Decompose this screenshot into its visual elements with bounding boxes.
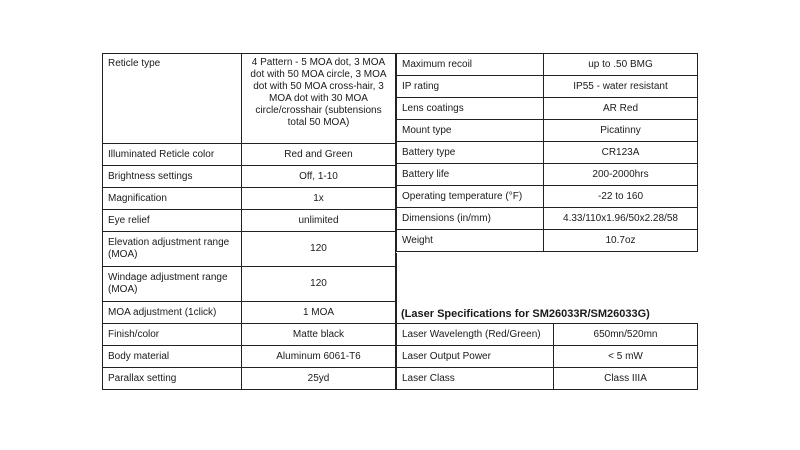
spec-value: up to .50 BMG [544, 54, 698, 76]
spec-value: CR123A [544, 142, 698, 164]
spec-label: MOA adjustment (1click) [103, 302, 242, 324]
spec-value: 120 [242, 232, 396, 267]
table-row [397, 164, 698, 186]
spec-label: Weight [397, 230, 544, 252]
spec-label: Magnification [103, 188, 242, 210]
spec-label: Laser Wavelength (Red/Green) [397, 324, 554, 346]
spec-value: 120 [242, 267, 396, 302]
spec-value: 4 Pattern - 5 MOA dot, 3 MOA dot with 50 MOA circle, 3 MOA dot with 50 MOA cross-hair, 3 MOA dot with 30 MOA circle/crosshair (subtensions total 50 MOA) [242, 54, 396, 144]
spec-label: Operating temperature (°F) [397, 186, 544, 208]
spec-label: Parallax setting [103, 368, 242, 390]
spec-value: 25yd [242, 368, 396, 390]
spec-label: Finish/color [103, 324, 242, 346]
table-row [103, 188, 396, 210]
table-row [397, 76, 698, 98]
spec-label: Maximum recoil [397, 54, 544, 76]
spec-value: Off, 1-10 [242, 166, 396, 188]
table-row [397, 346, 698, 368]
spec-label: Battery life [397, 164, 544, 186]
spec-value: 4.33/110x1.96/50x2.28/58 [544, 208, 698, 230]
spec-value: AR Red [544, 98, 698, 120]
spec-value: -22 to 160 [544, 186, 698, 208]
spec-sheet [102, 53, 698, 393]
spec-value: Picatinny [544, 120, 698, 142]
table-row [397, 208, 698, 230]
table-row [103, 232, 396, 267]
table-row [397, 142, 698, 164]
table-row [103, 54, 396, 144]
spec-value: 650mn/520mn [554, 324, 698, 346]
spec-value: 10.7oz [544, 230, 698, 252]
secondary-spec-table [396, 53, 698, 252]
spec-label: Battery type [397, 142, 544, 164]
table-row [397, 120, 698, 142]
table-row [397, 230, 698, 252]
table-row [103, 324, 396, 346]
spec-label: Illuminated Reticle color [103, 144, 242, 166]
table-row [397, 54, 698, 76]
spec-value: Matte black [242, 324, 396, 346]
table-row [397, 186, 698, 208]
spacer [396, 253, 698, 304]
spec-label: Eye relief [103, 210, 242, 232]
spec-value: Class IIIA [554, 368, 698, 390]
table-row [397, 324, 698, 346]
laser-section-title: (Laser Specifications for SM26033R/SM26033G) [396, 304, 698, 324]
spec-value: unlimited [242, 210, 396, 232]
spec-value: Red and Green [242, 144, 396, 166]
table-row [103, 346, 396, 368]
main-spec-table [102, 53, 396, 390]
table-row [103, 368, 396, 390]
table-row [103, 144, 396, 166]
spec-value: IP55 - water resistant [544, 76, 698, 98]
spec-label: Laser Class [397, 368, 554, 390]
table-row [103, 267, 396, 302]
spec-label: Body material [103, 346, 242, 368]
spec-label: Windage adjustment range (MOA) [103, 267, 242, 302]
spec-value: 1 MOA [242, 302, 396, 324]
table-row [103, 302, 396, 324]
spec-value: 200-2000hrs [544, 164, 698, 186]
spec-label: Dimensions (in/mm) [397, 208, 544, 230]
table-row [397, 98, 698, 120]
spec-value: Aluminum 6061-T6 [242, 346, 396, 368]
spec-label: Elevation adjustment range (MOA) [103, 232, 242, 267]
spec-label: Laser Output Power [397, 346, 554, 368]
spec-label: Lens coatings [397, 98, 544, 120]
spec-label: Reticle type [103, 54, 242, 144]
table-row [103, 210, 396, 232]
table-row [397, 368, 698, 390]
spec-value: 1x [242, 188, 396, 210]
laser-spec-table [396, 323, 698, 390]
spec-value: < 5 mW [554, 346, 698, 368]
spec-label: Brightness settings [103, 166, 242, 188]
spec-label: Mount type [397, 120, 544, 142]
spec-label: IP rating [397, 76, 544, 98]
table-row [103, 166, 396, 188]
